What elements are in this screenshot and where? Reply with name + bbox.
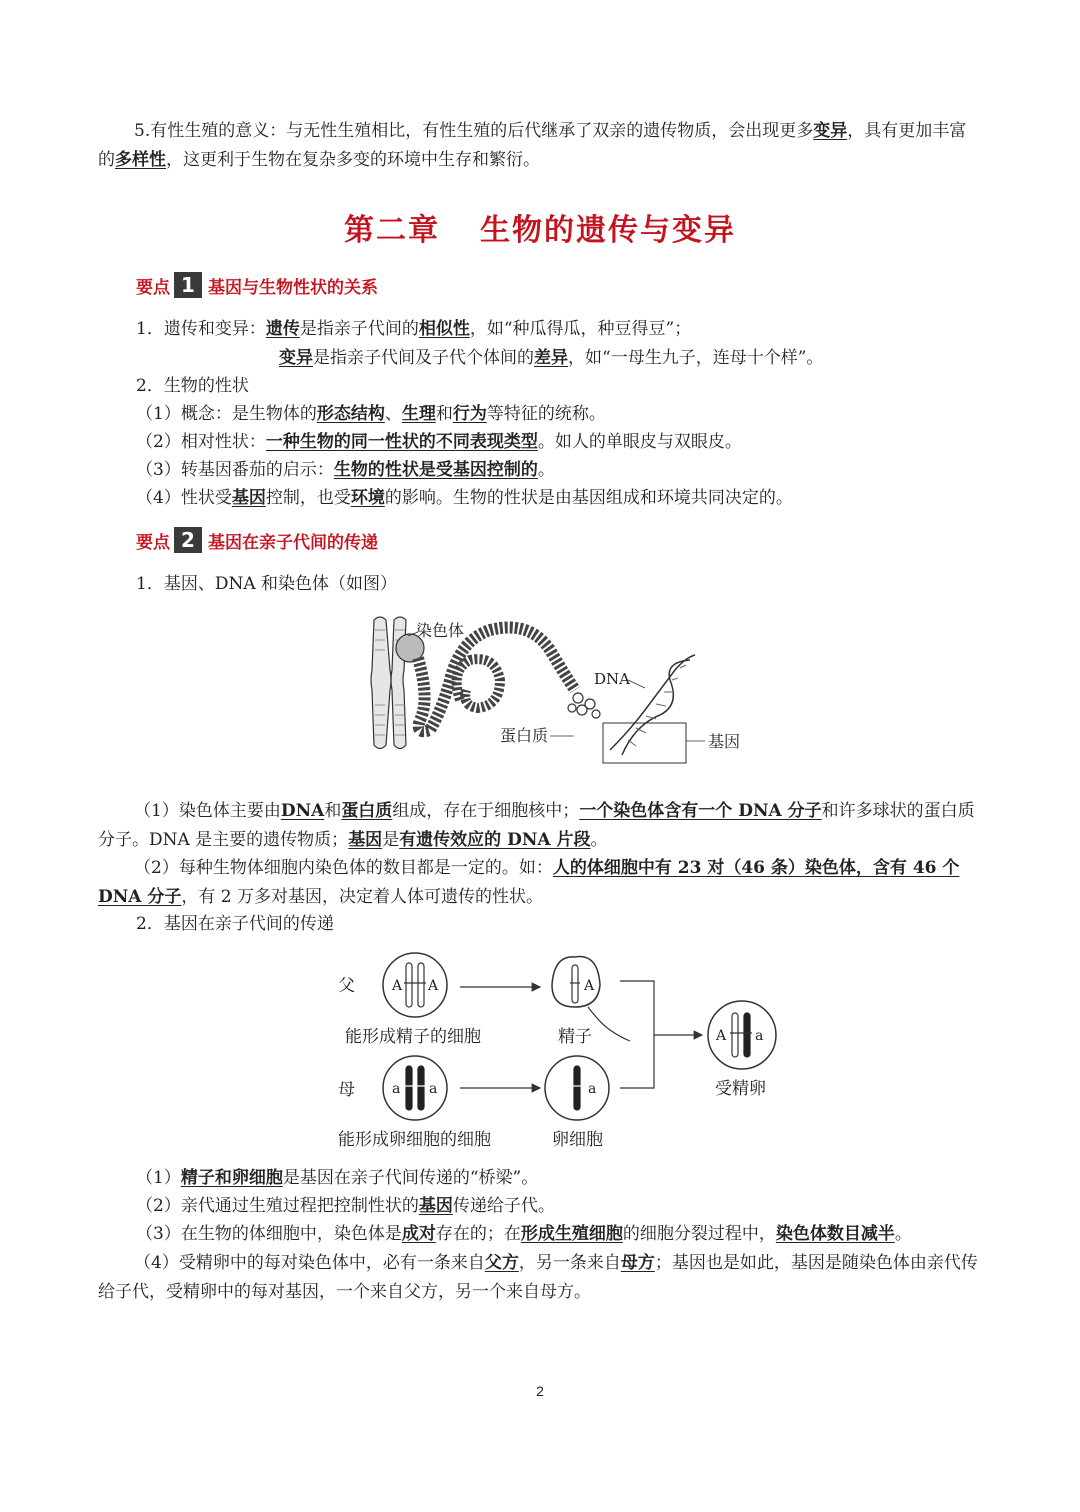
protein-label: 蛋白质 xyxy=(500,726,549,745)
svg-text:a: a xyxy=(755,1028,764,1044)
svg-text:A: A xyxy=(716,1028,727,1044)
svg-text:a: a xyxy=(588,1081,597,1097)
mother-cell xyxy=(383,1056,447,1120)
svg-text:a: a xyxy=(392,1081,401,1097)
gene-dna-chromosome-heading: 1．基因、DNA 和染色体（如图） xyxy=(136,574,398,594)
zygote-label: 受精卵 xyxy=(715,1079,766,1099)
svg-text:a: a xyxy=(429,1081,438,1097)
gene-passing-line: （2）亲代通过生殖过程把控制性状的基因传递给子代。 xyxy=(136,1196,555,1216)
dna-base-pairs xyxy=(628,665,686,746)
variation-definition-line: 变异是指亲子代间及子代个体间的差异，如“一母生九子，连母十个样”。 xyxy=(279,348,824,368)
underlined-term: 变异 xyxy=(813,121,848,141)
key-point-2-heading: 要点 2 基因在亲子代间的传递 xyxy=(136,528,378,553)
sperm-label: 精子 xyxy=(558,1027,592,1047)
gene-box xyxy=(603,723,686,763)
transgenic-tomato-line: （3）转基因番茄的启示：生物的性状是受基因控制的。 xyxy=(136,460,555,480)
zygote-chromosome-paragraph: （4）受精卵中的每对染色体中，必有一条来自父方，另一条来自母方；基因也是如此，基因是随染色体由亲代传给子代，受精卵中的每对基因，一个来自父方，另一个来自母方。 xyxy=(98,1253,978,1302)
traits-heading: 2．生物的性状 xyxy=(136,376,249,396)
egg-label: 卵细胞 xyxy=(552,1130,603,1150)
gene-label: 基因 xyxy=(708,732,741,751)
protein-beads xyxy=(568,693,600,718)
father-cell xyxy=(383,953,447,1017)
egg-forming-cell-label: 能形成卵细胞的细胞 xyxy=(338,1130,491,1150)
sperm-forming-cell-label: 能形成精子的细胞 xyxy=(345,1027,481,1047)
chromosome-dna-gene-figure xyxy=(360,610,760,770)
chapter-title: 第二章 生物的遗传与变异 xyxy=(344,213,736,248)
mother-label: 母 xyxy=(338,1080,355,1100)
svg-text:A: A xyxy=(392,978,403,994)
heredity-definition-line: 1．遗传和变异：遗传是指亲子代间的相似性，如“种瓜得瓜，种豆得豆”； xyxy=(136,319,692,339)
father-label: 父 xyxy=(338,976,355,996)
relative-trait-line: （2）相对性状：一种生物的同一性状的不同表现类型。如人的单眼皮与双眼皮。 xyxy=(136,432,742,452)
svg-text:A: A xyxy=(584,978,595,994)
chromatin-coil xyxy=(457,659,500,708)
gene-transmission-figure xyxy=(330,945,790,1160)
paragraph-sexual-reproduction-significance: 5.有性生殖的意义：与无性生殖相比，有性生殖的后代继承了双亲的遗传物质，会出现更多变异，具有更加丰富的多样性，这更利于生物在复杂多变的环境中生存和繁衍。 xyxy=(98,121,967,170)
zygote-cell xyxy=(708,1001,776,1069)
trait-concept-line: （1）概念：是生物体的形态结构、生理和行为等特征的统称。 xyxy=(136,404,606,424)
chromosome-composition-paragraph: （1）染色体主要由DNA和蛋白质组成，存在于细胞核中；一个染色体含有一个 DNA 分子和许多球状的蛋白质分子。DNA 是主要的遗传物质；基因是有遗传效应的 DNA 片段。 xyxy=(98,801,975,850)
chromosome-halving-line: （3）在生物的体细胞中，染色体是成对存在的；在形成生殖细胞的细胞分裂过程中，染色体数目减半。 xyxy=(136,1224,912,1244)
underlined-term: 多样性 xyxy=(115,150,166,170)
chromosome-number-paragraph: （2）每种生物体细胞内染色体的数目都是一定的。如：人的体细胞中有 23 对（46 条）染色体，含有 46 个 DNA 分子，有 2 万多对基因，决定着人体可遗传的性状。 xyxy=(98,858,960,907)
key-point-number-badge: 2 xyxy=(174,527,202,553)
gene-environment-line: （4）性状受基因控制，也受环境的影响。生物的性状是由基因组成和环境共同决定的。 xyxy=(136,488,793,508)
gene-transmission-heading: 2．基因在亲子代间的传递 xyxy=(136,914,334,934)
dna-label: DNA xyxy=(594,670,630,688)
key-point-1-heading: 要点 1 基因与生物性状的关系 xyxy=(136,273,378,298)
key-point-number-badge: 1 xyxy=(174,272,202,298)
chromosome-label: 染色体 xyxy=(416,621,465,640)
sperm-egg-bridge-line: （1）精子和卵细胞是基因在亲子代间传递的“桥梁”。 xyxy=(136,1168,539,1188)
egg-cell xyxy=(545,1056,609,1120)
svg-text:A: A xyxy=(428,978,439,994)
page-number: 2 xyxy=(536,1383,544,1399)
